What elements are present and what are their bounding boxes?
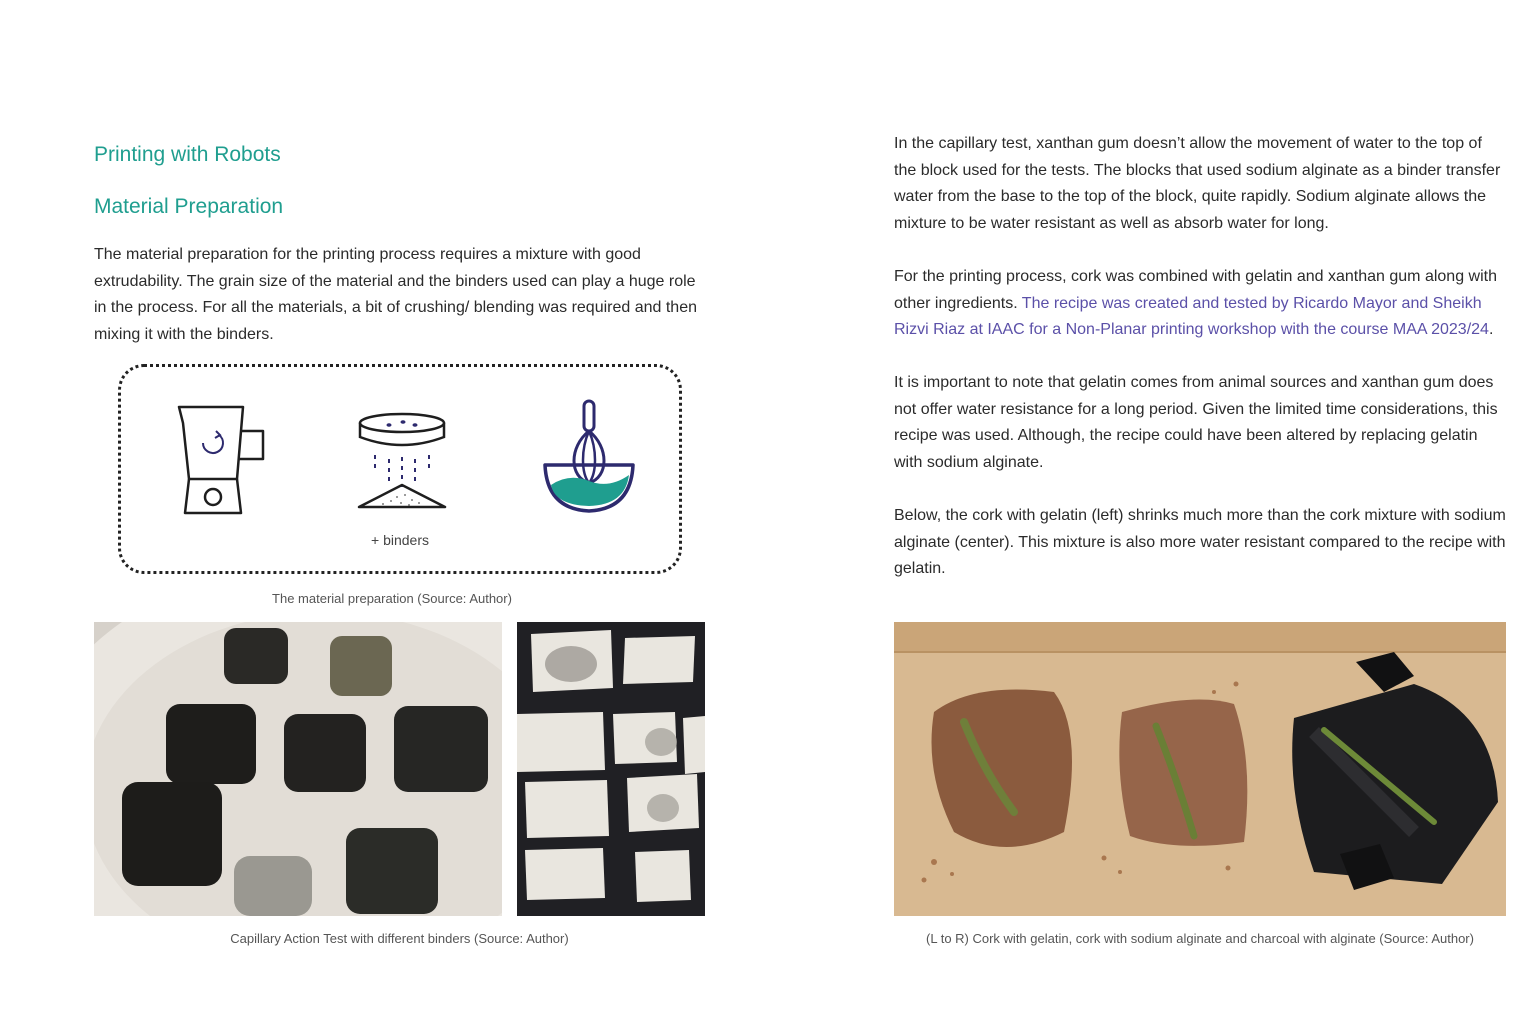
- tiles-caption: (L to R) Cork with gelatin, cork with sodium alginate and charcoal with alginate (Source: Author): [926, 931, 1474, 946]
- capillary-blocks-photo: [94, 622, 502, 916]
- shrink-paragraph: Below, the cork with gelatin (left) shrinks much more than the cork mixture with sodium alginate (center). This mixture is also more water resistant compared to the recipe with gelatin.: [894, 507, 1506, 577]
- section-heading: Material Preparation: [94, 195, 284, 218]
- whisk-bowl-icon: [539, 397, 639, 517]
- capillary-paragraph: In the capillary test, xanthan gum doesn’t allow the movement of water to the top of the block used for the tests. The blocks that used sodium alginate as a binder transfer water from the base to the top of the block, quite rapidly. Sodium alginate allows the mixture to be water resistant as well as absorb water for long.: [894, 135, 1501, 232]
- photos-caption: Capillary Action Test with different binders (Source: Author): [230, 931, 569, 946]
- printed-tiles-photo: [894, 622, 1506, 916]
- recipe-credit-link[interactable]: The recipe was created and tested by Ricardo Mayor and Sheikh Rizvi Riaz at IAAC for a Non-Planar printing workshop with the course MAA 2023/24: [894, 294, 1489, 338]
- material-prep-diagram: [118, 364, 682, 574]
- blender-icon: [171, 403, 271, 523]
- printing-paragraph: For the printing process, cork was combined with gelatin and xanthan gum along with other ingredients. The recipe was created and tested by Ricardo Mayor and Sheikh Rizvi Riaz at IAAC for a Non-Planar printing workshop with the course MAA 2023/24.: [894, 268, 1497, 338]
- sieve-icon: [357, 411, 447, 511]
- diagram-caption: The material preparation (Source: Author): [272, 591, 512, 606]
- page-heading: Printing with Robots: [94, 143, 281, 166]
- gelatin-paragraph: It is important to note that gelatin comes from animal sources and xanthan gum does not offer water resistance for a long period. Given the limited time considerations, this recipe was used. Although, the recipe could have been altered by replacing gelatin with sodium alginate.: [894, 374, 1498, 471]
- binders-label: + binders: [371, 532, 429, 548]
- material-prep-paragraph: The material preparation for the printing process requires a mixture with good extrudability. The grain size of the material and the binders used can play a huge role in the process. For all the materials, a bit of crushing/ blending was required and then mixing it with the binders.: [94, 246, 697, 343]
- paper-towels-photo: [517, 622, 705, 916]
